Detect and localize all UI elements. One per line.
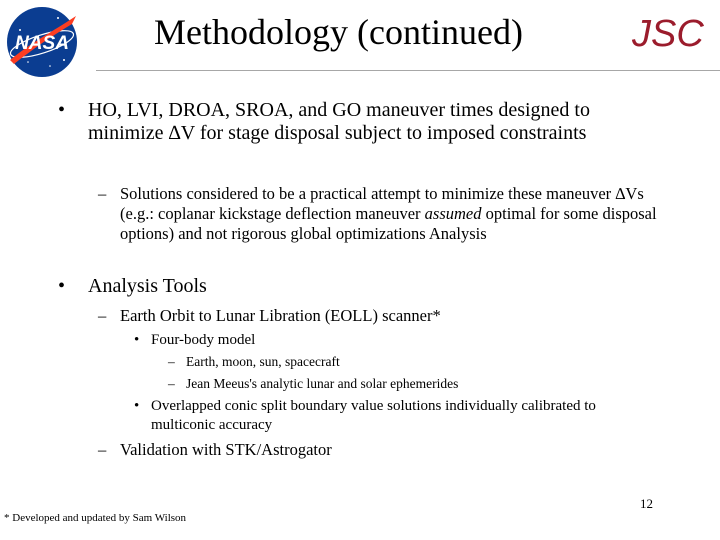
title-divider — [96, 70, 720, 71]
bullet-analysis-tools — [58, 275, 622, 298]
subsubbullet-four-body — [134, 331, 614, 350]
page-title: Methodology (continued) — [154, 12, 523, 52]
bullet-maneuver-times — [58, 99, 622, 145]
bullet-marker: • — [58, 275, 66, 297]
subsubbullet-overlapped-conic — [134, 397, 614, 435]
page-number: 12 — [640, 496, 653, 511]
subbullet-eoll-scanner — [98, 306, 658, 326]
subbullet-solutions — [98, 184, 658, 244]
logo-text: NASA — [15, 33, 69, 54]
footnote: * Developed and updated by Sam Wilson — [4, 512, 187, 524]
bullet-text: Validation with STK/Astrogator — [120, 440, 332, 459]
bullet-marker: – — [98, 440, 107, 459]
detail-bodies — [168, 353, 588, 370]
subbullet-validation — [98, 440, 658, 460]
bullet-marker: – — [98, 184, 107, 203]
bullet-marker: – — [98, 306, 107, 325]
bullet-text: HO, LVI, DROA, SROA, and GO maneuver times designed to minimize ∆V for stage disposal subject to imposed constraints — [88, 99, 590, 144]
bullet-text: Four-body model — [151, 332, 256, 348]
bullet-text: Jean Meeus's analytic lunar and solar ephemerides — [186, 376, 459, 391]
emphasis-assumed: assumed — [424, 204, 482, 223]
bullet-marker: – — [168, 376, 175, 391]
bullet-text: Analysis Tools — [88, 275, 207, 297]
bullet-marker: – — [168, 354, 175, 369]
bullet-marker: • — [134, 332, 140, 348]
bullet-text: Earth Orbit to Lunar Libration (EOLL) scanner* — [120, 306, 441, 325]
bullet-marker: • — [134, 398, 140, 414]
org-label: JSC — [632, 13, 704, 55]
bullet-text: Solutions considered to be a practical attempt to minimize these maneuver ∆Vs (e.g.: coplanar kickstage deflection maneuver assumed optimal for some disposal options) and not rigorous global optimizations Analysis — [120, 184, 657, 243]
bullet-marker: • — [58, 99, 66, 121]
bullet-text: Overlapped conic split boundary value solutions individually calibrated to multiconic accuracy — [151, 398, 596, 433]
detail-ephemerides — [168, 375, 588, 392]
nasa-logo — [2, 2, 82, 82]
bullet-text: Earth, moon, sun, spacecraft — [186, 354, 340, 369]
